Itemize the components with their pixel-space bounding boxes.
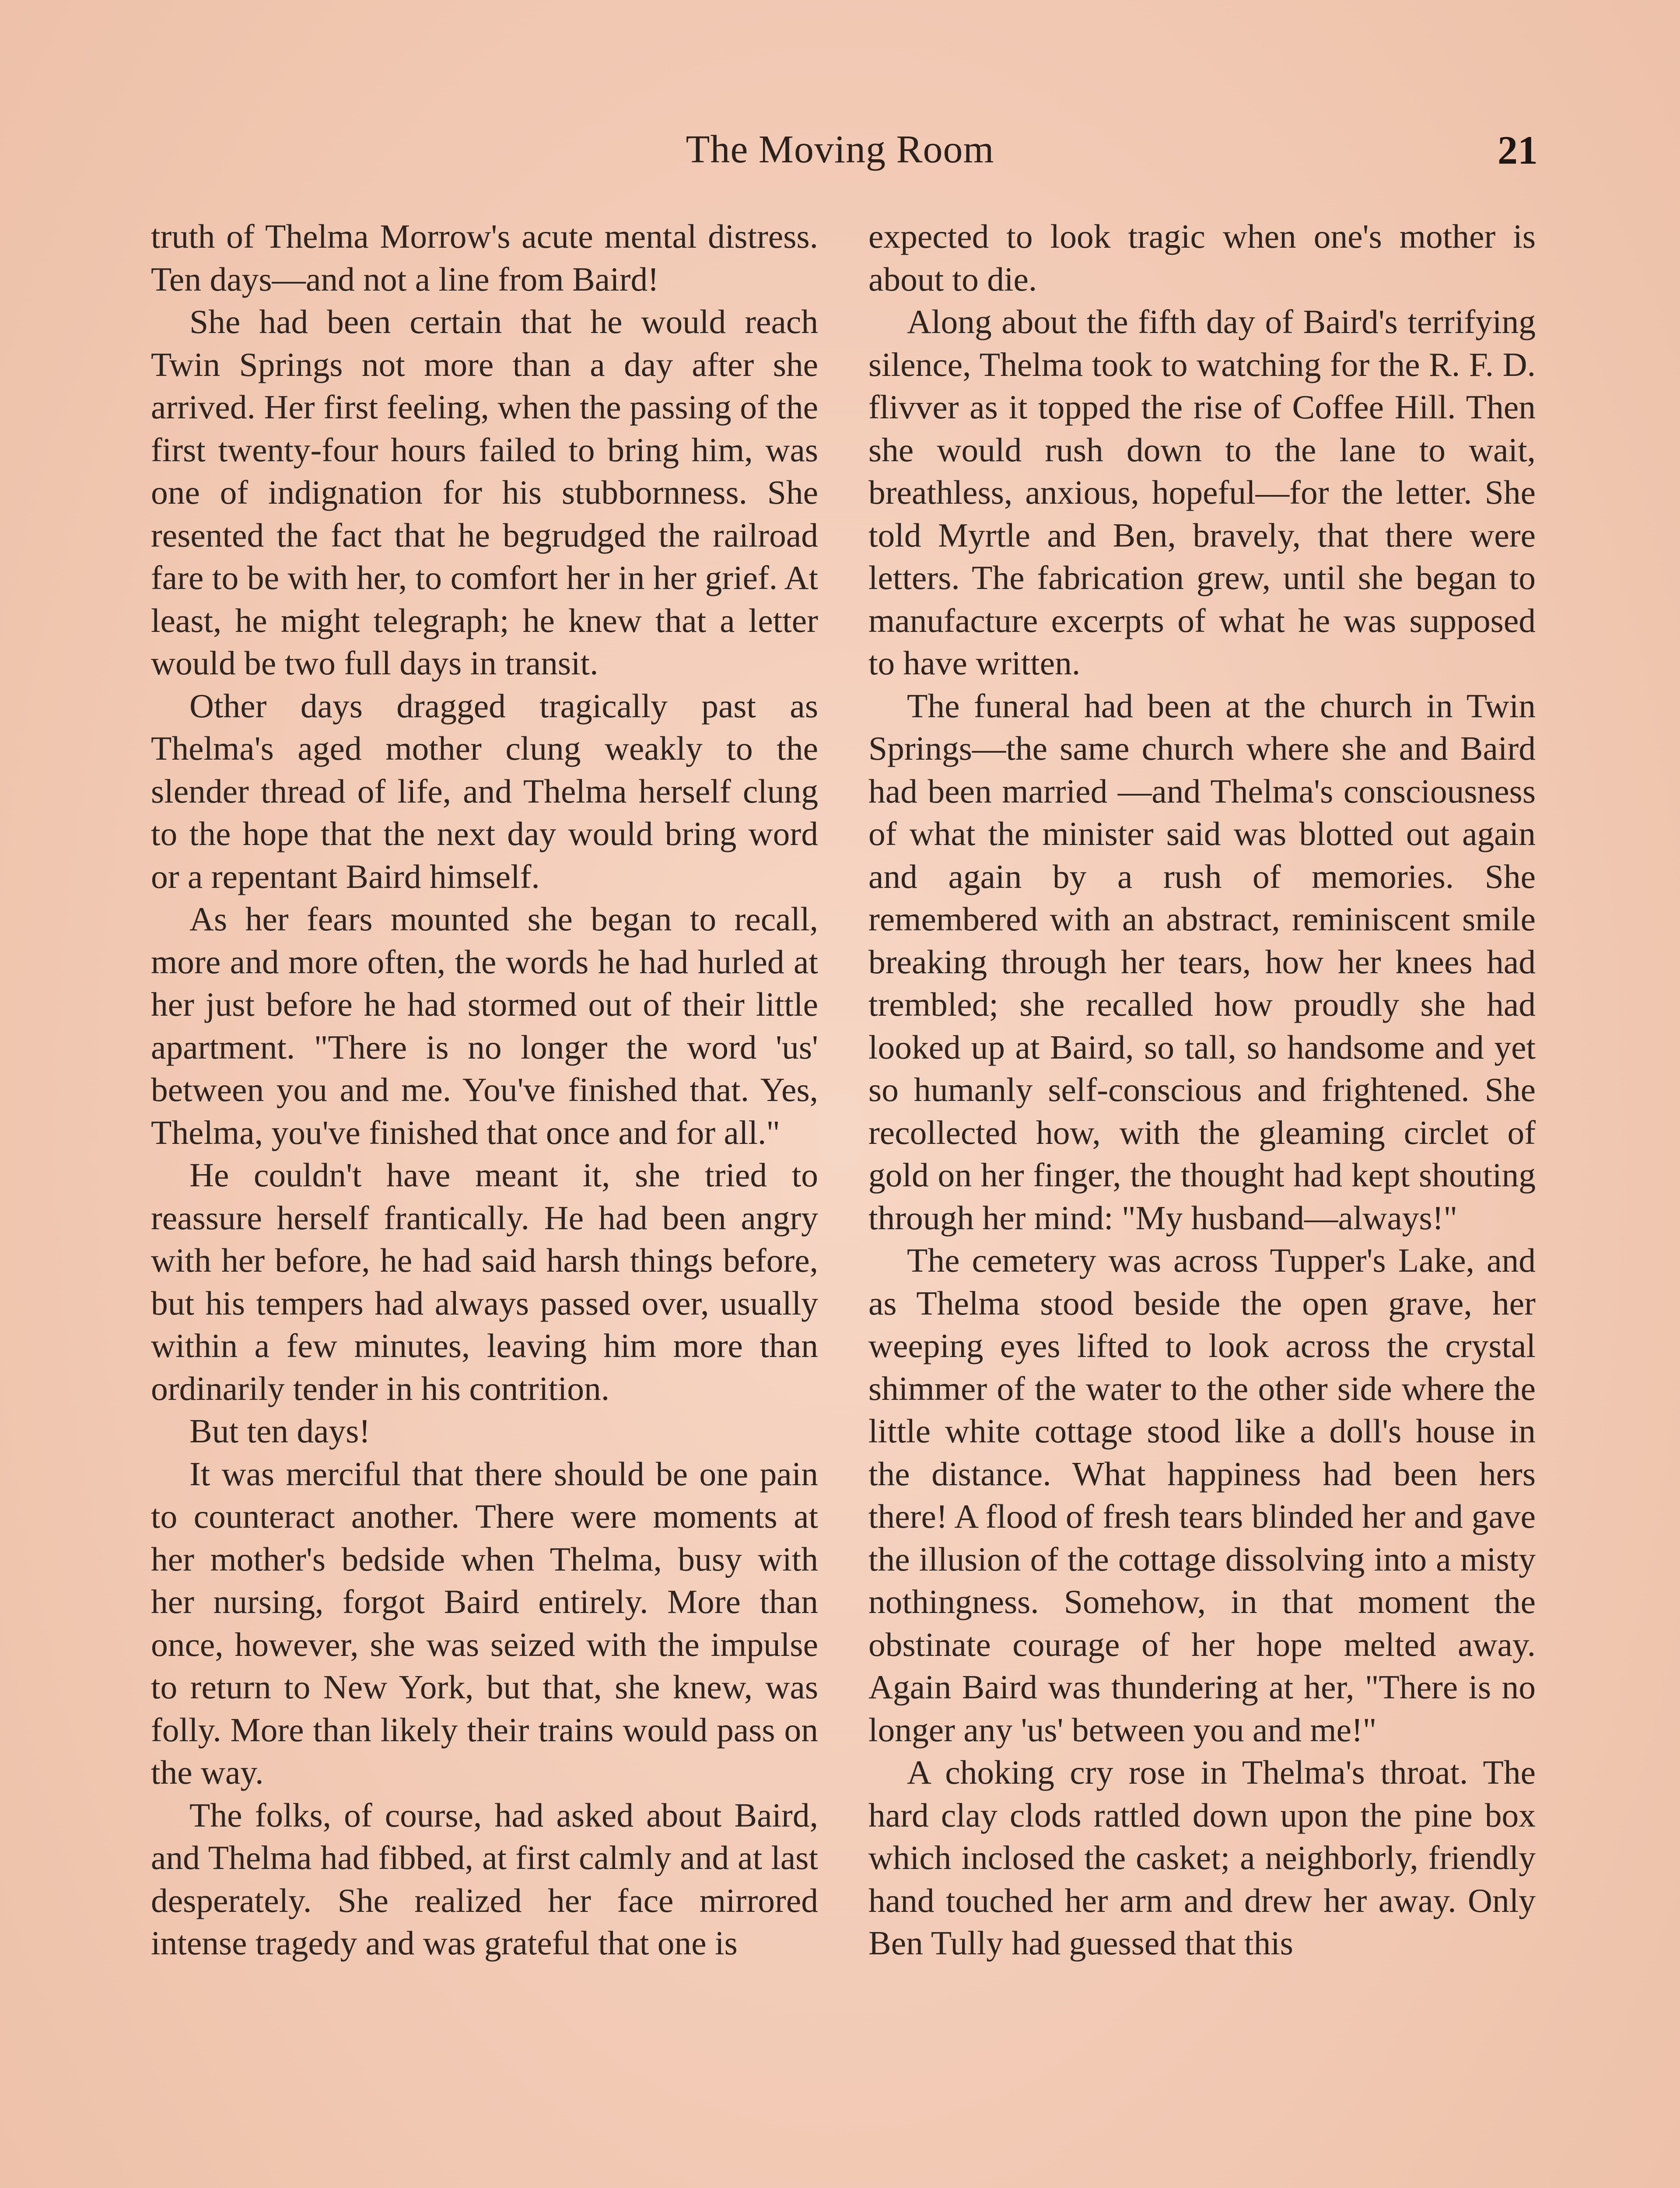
paragraph: But ten days! <box>189 1412 371 1450</box>
running-title: The Moving Room <box>686 128 994 171</box>
left-text-column <box>151 215 818 2188</box>
paragraph: truth of Thelma Morrow's acute mental distress. Ten days—and not a line from Baird! <box>151 217 818 298</box>
page-number: 21 <box>1498 128 1538 172</box>
paragraph: A choking cry rose in Thelma's throat. The hard clay clods rattled down upon the pine box which inclosed the casket; a neighborly, friendly hand touched her arm and drew her away. Only Ben Tully had guessed that this <box>868 1753 1536 1962</box>
paragraph: It was merciful that there should be one pain to counteract another. There were moments at her mother's bedside when Thelma, busy with her nursing, forgot Baird entirely. More than once, however, she was seized with the impulse to return to New York, but that, she knew, was folly. More than likely their trains would pass on the way. <box>151 1455 818 1791</box>
paragraph: The folks, of course, had asked about Baird, and Thelma had fibbed, at first calmly and at last desperately. She realized her face mirrored intense tragedy and was grateful that one is <box>151 1796 818 1962</box>
paragraph: expected to look tragic when one's mother is about to die. <box>868 217 1536 298</box>
right-text-column <box>868 215 1536 2188</box>
paragraph: The cemetery was across Tupper's Lake, and as Thelma stood beside the open grave, her weeping eyes lifted to look across the crystal shimmer of the water to the other side where the little white cottage stood like a doll's house in the distance. What happiness had been hers there! A flood of fresh tears blinded her and gave the illusion of the cottage dissolving into a misty nothingness. Somehow, in that moment the obstinate courage of her hope melted away. Again Baird was thundering at her, "There is no longer any 'us' between you and me!" <box>868 1241 1536 1749</box>
paragraph: He couldn't have meant it, she tried to reassure herself frantically. He had been angry with her before, he had said harsh things before, but his tempers had always passed over, usually within a few minutes, leaving him more than ordinarily tender in his contrition. <box>151 1156 818 1407</box>
paragraph: As her fears mounted she began to recall, more and more often, the words he had hurled at her just before he had stormed out of their little apartment. "There is no longer the word 'us' between you and me. You've finished that. Yes, Thelma, you've finished that once and for all." <box>151 900 818 1151</box>
paragraph: The funeral had been at the church in Twin Springs—the same church where she and Baird had been married —and Thelma's consciousness of what the minister said was blotted out again and again by a rush of memories. She remembered with an abstract, reminiscent smile breaking through her tears, how her knees had trembled; she recalled how proudly she had looked up at Baird, so tall, so handsome and yet so humanly self-conscious and frightened. She recollected how, with the gleaming circlet of gold on her finger, the thought had kept shouting through her mind: "My husband—always!" <box>868 687 1536 1237</box>
paragraph: Along about the fifth day of Baird's terrifying silence, Thelma took to watching for the R. F. D. flivver as it topped the rise of Coffee Hill. Then she would rush down to the lane to wait, breathless, anxious, hopeful—for the letter. She told Myrtle and Ben, bravely, that there were letters. The fabrication grew, until she began to manufacture excerpts of what he was supposed to have written. <box>868 303 1536 682</box>
paragraph: Other days dragged tragically past as Thelma's aged mother clung weakly to the slender thread of life, and Thelma herself clung to the hope that the next day would bring word or a repentant Baird himself. <box>151 687 818 895</box>
running-header <box>0 127 1680 188</box>
paragraph: She had been certain that he would reach Twin Springs not more than a day after she arrived. Her first feeling, when the passing of the first twenty-four hours failed to bring him, was one of indignation for his stubbornness. She resented the fact that he begrudged the railroad fare to be with her, to comfort her in her grief. At least, he might telegraph; he knew that a letter would be two full days in transit. <box>151 303 818 682</box>
